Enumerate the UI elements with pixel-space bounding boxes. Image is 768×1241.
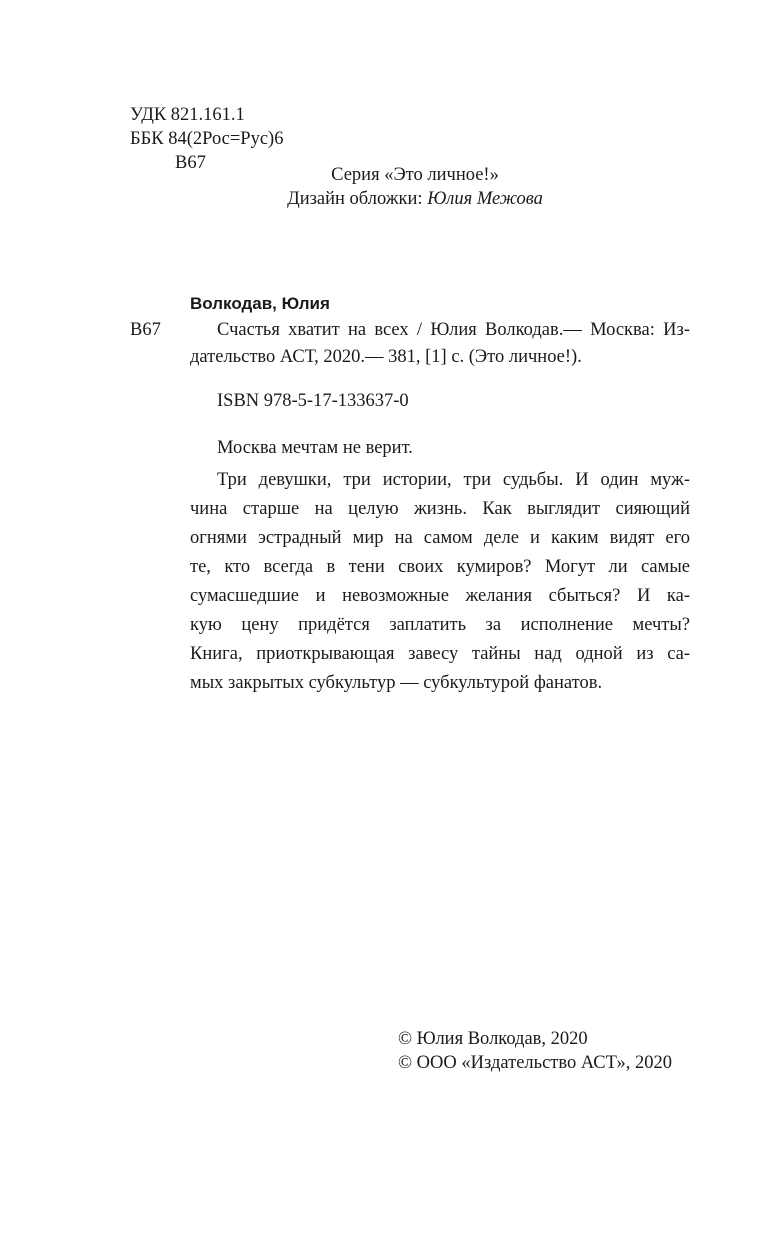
copyright-line: © Юлия Волкодав, 2020 <box>398 1029 588 1049</box>
author-heading: Волкодав, Юлия <box>190 294 330 313</box>
udk-code: УДК 821.161.1 <box>130 105 245 125</box>
copyright-line: © ООО «Издательство АСТ», 2020 <box>398 1053 672 1073</box>
annotation-line: огнями эстрадный мир на самом деле и каким видят его <box>190 528 690 548</box>
annotation-line: чина старше на целую жизнь. Как выглядит сияющий <box>190 499 690 519</box>
annotation-line: Книга, приоткрывающая завесу тайны над одной из са- <box>190 644 690 664</box>
annotation-line: Москва мечтам не верит. <box>217 438 413 458</box>
annotation-line: кую цену придётся заплатить за исполнение мечты? <box>190 615 690 635</box>
bib-description-line: Счастья хватит на всех / Юлия Волкодав.— Москва: Из- <box>217 320 690 340</box>
series-line: Серия «Это личное!» <box>331 165 499 185</box>
cover-design-label: Дизайн обложки: <box>287 189 428 209</box>
annotation-line: Три девушки, три истории, три судьбы. И один муж- <box>217 470 690 490</box>
annotation-line: те, кто всегда в тени своих кумиров? Могут ли самые <box>190 557 690 577</box>
isbn: ISBN 978-5-17-133637-0 <box>217 391 409 411</box>
author-mark: В67 <box>130 320 161 340</box>
author-mark-top: В67 <box>175 153 206 173</box>
annotation-line: мых закрытых субкультур — субкультурой фанатов. <box>190 673 603 693</box>
annotation-line: сумасшедшие и невозможные желания сбыться? И ка- <box>190 586 690 606</box>
bib-description-line: дательство АСТ, 2020.— 381, [1] с. (Это личное!). <box>190 347 582 367</box>
cover-design-name: Юлия Межова <box>427 189 543 209</box>
cover-design-line <box>230 187 600 211</box>
bbk-code: ББК 84(2Рос=Рус)6 <box>130 129 284 149</box>
